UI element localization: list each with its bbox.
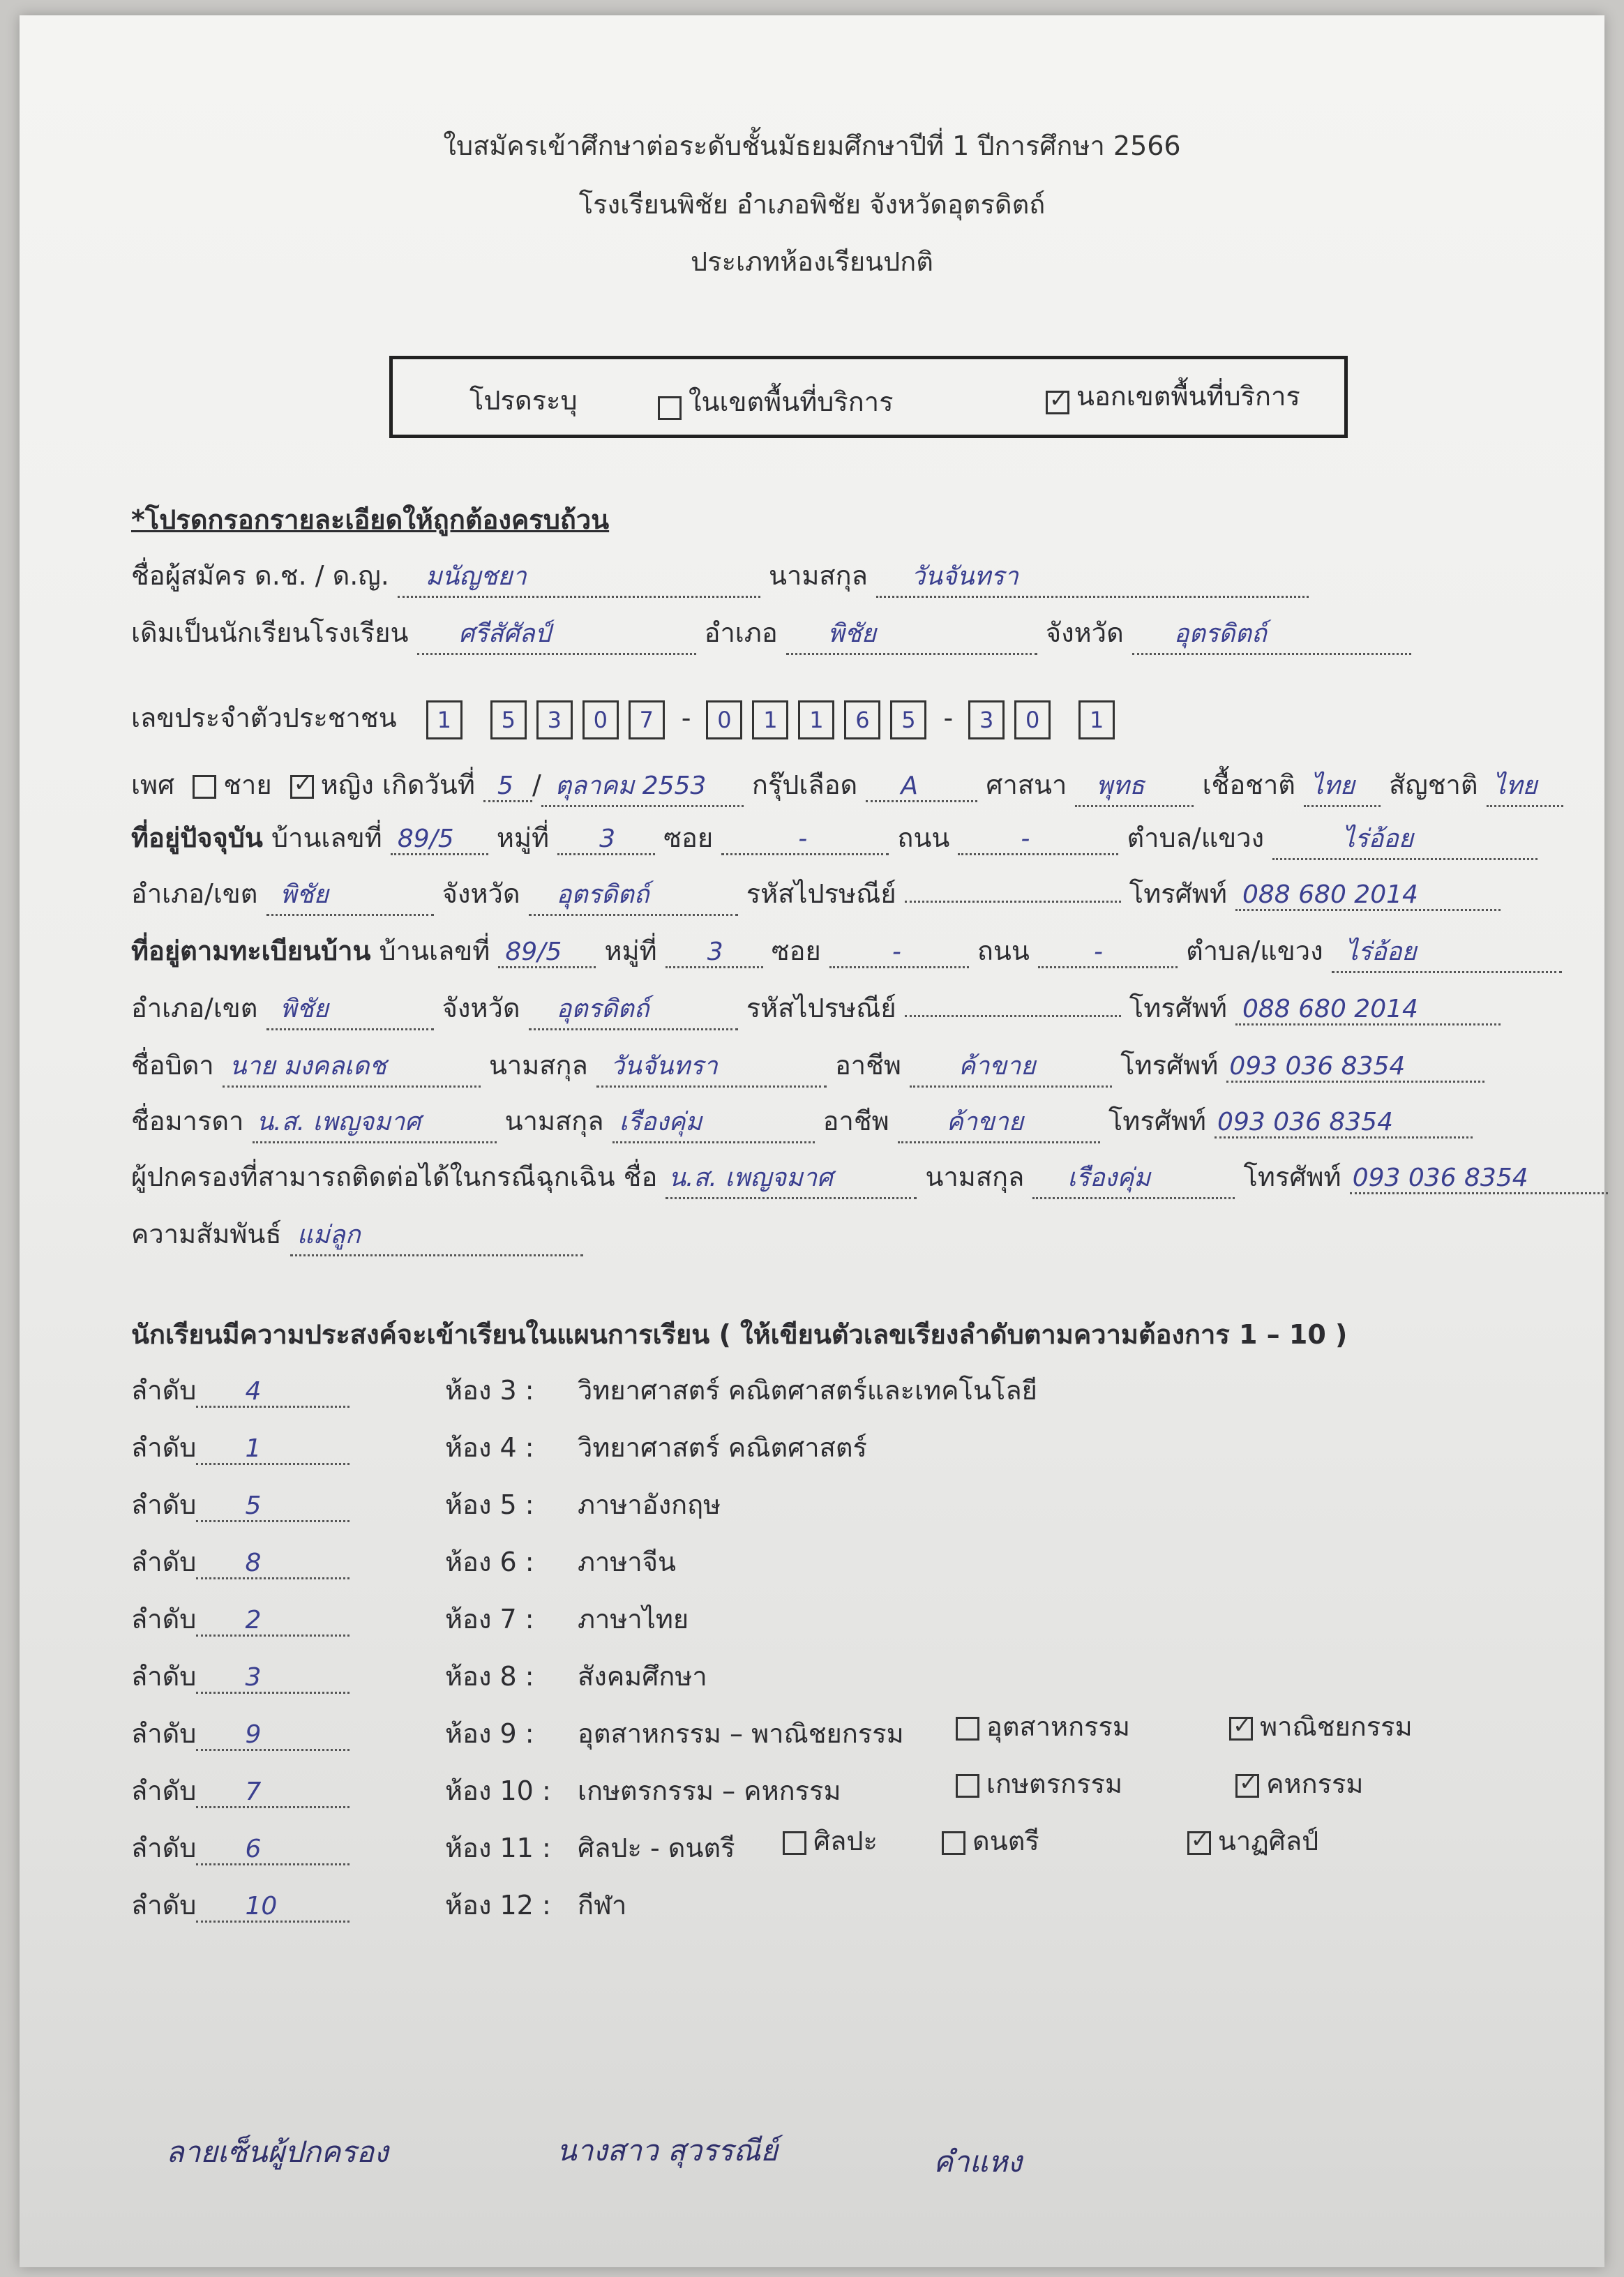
preference-row: [131, 1426, 867, 1468]
home-economics-checkbox[interactable]: [1235, 1774, 1259, 1798]
relation-label: ความสัมพันธ์: [131, 1219, 282, 1249]
school-province-value: อุตรดิตถ์: [1173, 619, 1267, 648]
registered-road-field[interactable]: [1038, 935, 1178, 968]
registered-moo-field[interactable]: [666, 935, 763, 968]
id-digit-box[interactable]: 7: [629, 700, 665, 739]
id-separator: -: [943, 702, 954, 733]
registered-district-label: อำเภอ/เขต: [131, 993, 258, 1023]
current-soi-field[interactable]: [721, 822, 889, 855]
guardian-phone-field[interactable]: [1350, 1162, 1608, 1194]
commerce-label: พาณิชยกรรม: [1260, 1711, 1413, 1742]
father-label: ชื่อบิดา: [131, 1050, 214, 1081]
school-field[interactable]: [417, 613, 696, 655]
birth-day-value: 5: [497, 772, 513, 800]
current-road-field[interactable]: [958, 822, 1118, 855]
dance-label: นาฏศิลป์: [1217, 1826, 1319, 1856]
id-digit-box[interactable]: 1: [426, 700, 463, 739]
current-address-title: ที่อยู่ปัจจุบัน: [131, 822, 263, 853]
nationality-label: สัญชาติ: [1389, 769, 1478, 800]
zone-outside-checkbox[interactable]: [1046, 391, 1069, 414]
order-field[interactable]: [196, 1890, 349, 1923]
id-digit-box[interactable]: 5: [890, 700, 926, 739]
industrial-label: อุตสาหกรรม: [986, 1711, 1130, 1742]
id-card-digits[interactable]: [426, 702, 1125, 733]
gender-label: เพศ: [131, 769, 175, 800]
school-district-value: พิชัย: [827, 619, 877, 648]
religion-value: พุทธ: [1096, 772, 1145, 800]
room-label: ห้อง 7 :: [445, 1604, 534, 1635]
order-field[interactable]: [196, 1547, 349, 1579]
mother-job-field[interactable]: [898, 1102, 1100, 1143]
registered-zip-field[interactable]: [905, 1015, 1121, 1017]
plan-label: วิทยาศาสตร์ คณิตศาสตร์และเทคโนโลยี: [578, 1375, 1037, 1406]
current-phone-value: 088 680 2014: [1242, 880, 1418, 909]
mother-row: [131, 1099, 1473, 1143]
signature-label: ลายเซ็นผู้ปกครอง: [166, 2135, 389, 2169]
plan-label: ศิลปะ - ดนตรี: [578, 1833, 735, 1863]
father-row: [131, 1044, 1484, 1088]
school-province-label: จังหวัด: [1045, 617, 1124, 648]
id-digit-box[interactable]: 6: [844, 700, 880, 739]
id-digit-box[interactable]: 0: [1014, 700, 1051, 739]
instruction: *โปรดกรอกรายละเอียดให้ถูกต้องครบถ้วน: [131, 504, 610, 535]
current-phone-label: โทรศัพท์: [1129, 878, 1227, 909]
father-surname-field[interactable]: [596, 1046, 827, 1088]
room-label: ห้อง 6 :: [445, 1547, 534, 1577]
order-field[interactable]: [196, 1489, 349, 1522]
registered-subdistrict-value: ไร่อ้อย: [1345, 938, 1417, 966]
blood-field[interactable]: [866, 769, 977, 802]
order-value: 3: [245, 1663, 262, 1692]
registered-soi-value: -: [892, 938, 901, 966]
zone-inside-option[interactable]: [658, 380, 894, 423]
plan-label: ภาษาไทย: [578, 1604, 689, 1635]
plan-label: วิทยาศาสตร์ คณิตศาสตร์: [578, 1432, 867, 1463]
guardian-name-field[interactable]: [666, 1157, 917, 1199]
zone-outside-label: นอกเขตพื้นที่บริการ: [1076, 381, 1300, 412]
nationality-field[interactable]: [1487, 765, 1563, 807]
current-road-label: ถนน: [897, 822, 950, 853]
plan-label: ภาษาอังกฤษ: [578, 1489, 721, 1520]
current-soi-label: ซอย: [663, 822, 714, 853]
room-label: ห้อง 4 :: [445, 1432, 534, 1463]
father-phone-field[interactable]: [1226, 1050, 1484, 1083]
id-digit-box[interactable]: 0: [582, 700, 619, 739]
order-value: 10: [245, 1892, 278, 1921]
registered-phone-field[interactable]: [1235, 993, 1501, 1025]
signature-name: นางสาว สุวรรณีย์: [557, 2133, 778, 2167]
race-value: ไทย: [1311, 772, 1355, 800]
id-digit-box[interactable]: 1: [798, 700, 834, 739]
order-value: 2: [245, 1606, 262, 1635]
order-label: ลำดับ: [131, 1661, 197, 1692]
id-digit-box[interactable]: 1: [1078, 700, 1115, 739]
current-house-value: 89/5: [397, 825, 454, 853]
father-name-field[interactable]: [223, 1046, 481, 1088]
order-label: ลำดับ: [131, 1432, 197, 1463]
order-value: 8: [245, 1549, 262, 1577]
order-label: ลำดับ: [131, 1718, 197, 1749]
father-surname-label: นามสกุล: [488, 1050, 588, 1081]
registered-district-field[interactable]: [266, 989, 434, 1030]
relation-value: แม่ลูก: [296, 1221, 361, 1249]
mother-job-label: อาชีพ: [822, 1106, 889, 1136]
preference-row: [131, 1884, 627, 1926]
agriculture-label: เกษตรกรรม: [986, 1768, 1123, 1799]
applicant-name-row: [131, 554, 1309, 598]
order-value: 9: [245, 1720, 262, 1749]
room9-options: [956, 1705, 1413, 1748]
preference-row: [131, 1369, 1037, 1411]
guardian-surname-field[interactable]: [1032, 1157, 1235, 1199]
registered-soi-label: ซอย: [771, 935, 821, 966]
id-card-label: เลขประจำตัวประชาชน: [131, 702, 397, 733]
applicant-name-field[interactable]: [398, 556, 760, 598]
room-label: ห้อง 8 :: [445, 1661, 534, 1692]
school-province-field[interactable]: [1132, 613, 1411, 655]
order-label: ลำดับ: [131, 1775, 197, 1806]
registered-address-row2: [131, 986, 1501, 1030]
order-label: ลำดับ: [131, 1890, 197, 1921]
application-form-paper: [20, 15, 1604, 2267]
relation-field[interactable]: [290, 1215, 583, 1256]
birth-day-field[interactable]: [483, 769, 532, 802]
id-digit-box[interactable]: 0: [706, 700, 742, 739]
mother-phone-value: 093 036 8354: [1217, 1108, 1393, 1136]
male-label: ชาย: [223, 769, 272, 800]
room-label: ห้อง 10 :: [445, 1775, 551, 1806]
current-house-field[interactable]: [391, 822, 488, 855]
race-label: เชื้อชาติ: [1202, 769, 1295, 800]
order-label: ลำดับ: [131, 1489, 197, 1520]
current-address-row2: [131, 872, 1501, 916]
signature-surname: คำแหง: [933, 2144, 1022, 2179]
order-field[interactable]: [196, 1718, 349, 1751]
zone-inside-label: ในเขตพื้นที่บริการ: [689, 386, 894, 417]
race-field[interactable]: [1304, 765, 1381, 807]
room-label: ห้อง 11 :: [445, 1833, 551, 1863]
registered-address-title: ที่อยู่ตามทะเบียนบ้าน: [131, 935, 371, 966]
preference-row: [131, 1712, 904, 1754]
current-road-value: -: [1021, 825, 1030, 853]
current-province-value: อุตรดิตถ์: [556, 880, 649, 909]
nationality-value: ไทย: [1493, 772, 1537, 800]
guardian-row: [131, 1155, 1608, 1199]
order-field[interactable]: [196, 1375, 349, 1408]
religion-label: ศาสนา: [986, 769, 1067, 800]
registered-zip-label: รหัสไปรษณีย์: [746, 993, 896, 1023]
order-field[interactable]: [196, 1432, 349, 1465]
zone-outside-option[interactable]: [1046, 375, 1300, 417]
blood-label: กรุ๊ปเลือด: [751, 769, 858, 800]
registered-province-label: จังหวัด: [442, 993, 520, 1023]
commerce-checkbox[interactable]: [1229, 1717, 1253, 1741]
birth-month-year-value: ตุลาคม 2553: [555, 772, 707, 800]
dance-checkbox[interactable]: [1187, 1831, 1211, 1855]
zone-inside-checkbox[interactable]: [658, 396, 682, 420]
current-zip-field[interactable]: [905, 901, 1121, 903]
blood-value: A: [901, 772, 918, 800]
current-moo-value: 3: [599, 825, 616, 853]
registered-house-label: บ้านเลขที่: [379, 935, 490, 966]
plan-label: ภาษาจีน: [578, 1547, 677, 1577]
id-separator: -: [681, 702, 691, 733]
current-district-value: พิชัย: [280, 880, 329, 909]
current-province-label: จังหวัด: [442, 878, 520, 909]
current-subdistrict-label: ตำบล/แขวง: [1127, 822, 1265, 853]
religion-field[interactable]: [1075, 765, 1194, 807]
current-district-label: อำเภอ/เขต: [131, 878, 258, 909]
registered-subdistrict-field[interactable]: [1332, 931, 1562, 973]
mother-surname-field[interactable]: [612, 1102, 815, 1143]
order-field[interactable]: [196, 1604, 349, 1637]
guardian-phone-label: โทรศัพท์: [1243, 1162, 1341, 1192]
music-checkbox[interactable]: [942, 1831, 965, 1855]
registered-soi-field[interactable]: [829, 935, 969, 968]
preference-row: [131, 1769, 841, 1812]
preference-row: [131, 1540, 677, 1583]
order-value: 5: [245, 1491, 262, 1520]
current-address-row1: [131, 816, 1537, 860]
registered-road-label: ถนน: [977, 935, 1030, 966]
previous-school-row: [131, 611, 1411, 655]
registered-address-row1: [131, 929, 1562, 973]
room-label: ห้อง 5 :: [445, 1489, 534, 1520]
id-digit-box[interactable]: 1: [752, 700, 788, 739]
current-house-label: บ้านเลขที่: [271, 822, 382, 853]
current-subdistrict-field[interactable]: [1272, 818, 1537, 860]
birth-month-year-field[interactable]: [541, 765, 744, 807]
registered-province-field[interactable]: [529, 989, 738, 1030]
current-subdistrict-value: ไร่อ้อย: [1342, 825, 1413, 853]
father-name-value: นาย มงคลเดช: [229, 1052, 386, 1081]
industrial-checkbox[interactable]: [956, 1717, 979, 1741]
order-label: ลำดับ: [131, 1375, 197, 1406]
preference-row: [131, 1826, 735, 1869]
home-economics-label: คหกรรม: [1266, 1768, 1364, 1799]
order-field[interactable]: [196, 1661, 349, 1694]
birth-label: เกิดวันที่: [382, 769, 475, 800]
current-soi-value: -: [798, 825, 808, 853]
father-job-label: อาชีพ: [834, 1050, 901, 1081]
order-label: ลำดับ: [131, 1547, 197, 1577]
room-label: ห้อง 9 :: [445, 1718, 534, 1749]
father-phone-label: โทรศัพท์: [1120, 1050, 1219, 1081]
school-district-label: อำเภอ: [704, 617, 778, 648]
order-field[interactable]: [196, 1833, 349, 1865]
order-value: 4: [245, 1377, 262, 1406]
school-value: ศรีสัศัลป์: [458, 619, 551, 648]
mother-surname-value: เรืองคุ่ม: [619, 1108, 702, 1136]
registered-subdistrict-label: ตำบล/แขวง: [1186, 935, 1323, 966]
current-zip-label: รหัสไปรษณีย์: [746, 878, 896, 909]
relation-row: [131, 1212, 583, 1256]
school-label: เดิมเป็นนักเรียนโรงเรียน: [131, 617, 409, 648]
room-label: ห้อง 3 :: [445, 1375, 534, 1406]
mother-label: ชื่อมารดา: [131, 1106, 244, 1136]
guardian-surname-value: เรืองคุ่ม: [1067, 1164, 1151, 1192]
father-job-value: ค้าขาย: [958, 1052, 1036, 1081]
personal-info-row: เพศ ชาย ✓ หญิง เกิดวันที่ 5 / ตุลาคม 2553 กรุ๊ปเลือด A ศาสนา พุทธ เชื้อชาติ ไทย สัญชาติ ไทย: [131, 763, 1563, 807]
order-field[interactable]: [196, 1775, 349, 1808]
registered-house-field[interactable]: [498, 935, 596, 968]
registered-province-value: อุตรดิตถ์: [556, 995, 649, 1023]
mother-surname-label: นามสกุล: [504, 1106, 604, 1136]
current-moo-label: หมู่ที่: [496, 822, 550, 853]
order-value: 7: [245, 1778, 262, 1806]
agriculture-checkbox[interactable]: [956, 1774, 979, 1798]
order-label: ลำดับ: [131, 1833, 197, 1863]
room-label: ห้อง 12 :: [445, 1890, 551, 1921]
registered-phone-label: โทรศัพท์: [1129, 993, 1227, 1023]
order-value: 1: [245, 1434, 262, 1463]
guardian-label: ผู้ปกครองที่สามารถติดต่อได้ในกรณีฉุกเฉิน ชื่อ: [131, 1162, 658, 1192]
id-digit-box[interactable]: 3: [536, 700, 573, 739]
male-checkbox[interactable]: [193, 775, 216, 799]
zone-prompt: โปรดระบุ: [469, 385, 578, 416]
current-province-field[interactable]: [529, 874, 738, 916]
art-checkbox[interactable]: [783, 1831, 806, 1855]
plan-label: เกษตรกรรม – คหกรรม: [578, 1775, 841, 1806]
female-checkbox[interactable]: [290, 775, 314, 799]
id-card-row: [131, 696, 1125, 739]
applicant-surname-label: นามสกุล: [769, 560, 868, 591]
current-district-field[interactable]: [266, 874, 434, 916]
current-phone-field[interactable]: [1235, 878, 1501, 911]
art-label: ศิลปะ: [813, 1826, 878, 1856]
school-district-field[interactable]: [786, 613, 1037, 655]
plan-label: สังคมศึกษา: [578, 1661, 707, 1692]
registered-moo-label: หมู่ที่: [604, 935, 657, 966]
id-digit-box[interactable]: 5: [490, 700, 527, 739]
applicant-surname-field[interactable]: [876, 556, 1309, 598]
applicant-name-value: มนัญชยา: [425, 562, 527, 591]
mother-phone-field[interactable]: [1215, 1106, 1473, 1138]
female-label: หญิง: [320, 769, 374, 800]
applicant-name-label: ชื่อผู้สมัคร ด.ช. / ด.ญ.: [131, 560, 389, 591]
registered-phone-value: 088 680 2014: [1242, 995, 1418, 1023]
guardian-name-value: น.ส. เพญจมาศ: [668, 1164, 833, 1192]
mother-name-value: น.ส. เพญจมาศ: [256, 1108, 421, 1136]
registered-moo-value: 3: [707, 938, 723, 966]
guardian-phone-value: 093 036 8354: [1352, 1164, 1528, 1192]
applicant-surname-value: วันจันทรา: [910, 562, 1018, 591]
guardian-surname-label: นามสกุล: [925, 1162, 1025, 1192]
room11-options: [783, 1819, 1318, 1862]
form-title: ใบสมัครเข้าศึกษาต่อระดับชั้นมัธยมศึกษาปีที่ 1 ปีการศึกษา 2566: [443, 130, 1181, 161]
preferences-title: นักเรียนมีความประสงค์จะเข้าเรียนในแผนการเรียน ( ให้เขียนตัวเลขเรียงลำดับตามความต้องการ 1 – 10 ): [131, 1319, 1348, 1350]
registered-road-value: -: [1093, 938, 1103, 966]
father-job-field[interactable]: [910, 1046, 1112, 1088]
order-label: ลำดับ: [131, 1604, 197, 1635]
school-line: โรงเรียนพิชัย อำเภอพิชัย จังหวัดอุตรดิตถ์: [578, 189, 1046, 220]
registered-district-value: พิชัย: [280, 995, 329, 1023]
current-moo-field[interactable]: [557, 822, 655, 855]
room10-options: [956, 1762, 1363, 1805]
zone-selection-box: [389, 356, 1348, 438]
registered-house-value: 89/5: [505, 938, 562, 966]
preference-row: [131, 1655, 707, 1697]
preference-row: [131, 1483, 721, 1526]
mother-name-field[interactable]: [253, 1102, 497, 1143]
id-digit-box[interactable]: 3: [968, 700, 1005, 739]
mother-phone-label: โทรศัพท์: [1108, 1106, 1206, 1136]
plan-label: กีฬา: [578, 1890, 627, 1921]
preference-row: [131, 1598, 689, 1640]
music-label: ดนตรี: [972, 1826, 1039, 1856]
classroom-type: ประเภทห้องเรียนปกติ: [691, 246, 933, 277]
father-surname-value: วันจันทรา: [610, 1052, 718, 1081]
order-value: 6: [245, 1835, 262, 1863]
plan-label: อุตสาหกรรม – พาณิชยกรรม: [578, 1718, 904, 1749]
father-phone-value: 093 036 8354: [1229, 1052, 1406, 1081]
mother-job-value: ค้าขาย: [946, 1108, 1023, 1136]
